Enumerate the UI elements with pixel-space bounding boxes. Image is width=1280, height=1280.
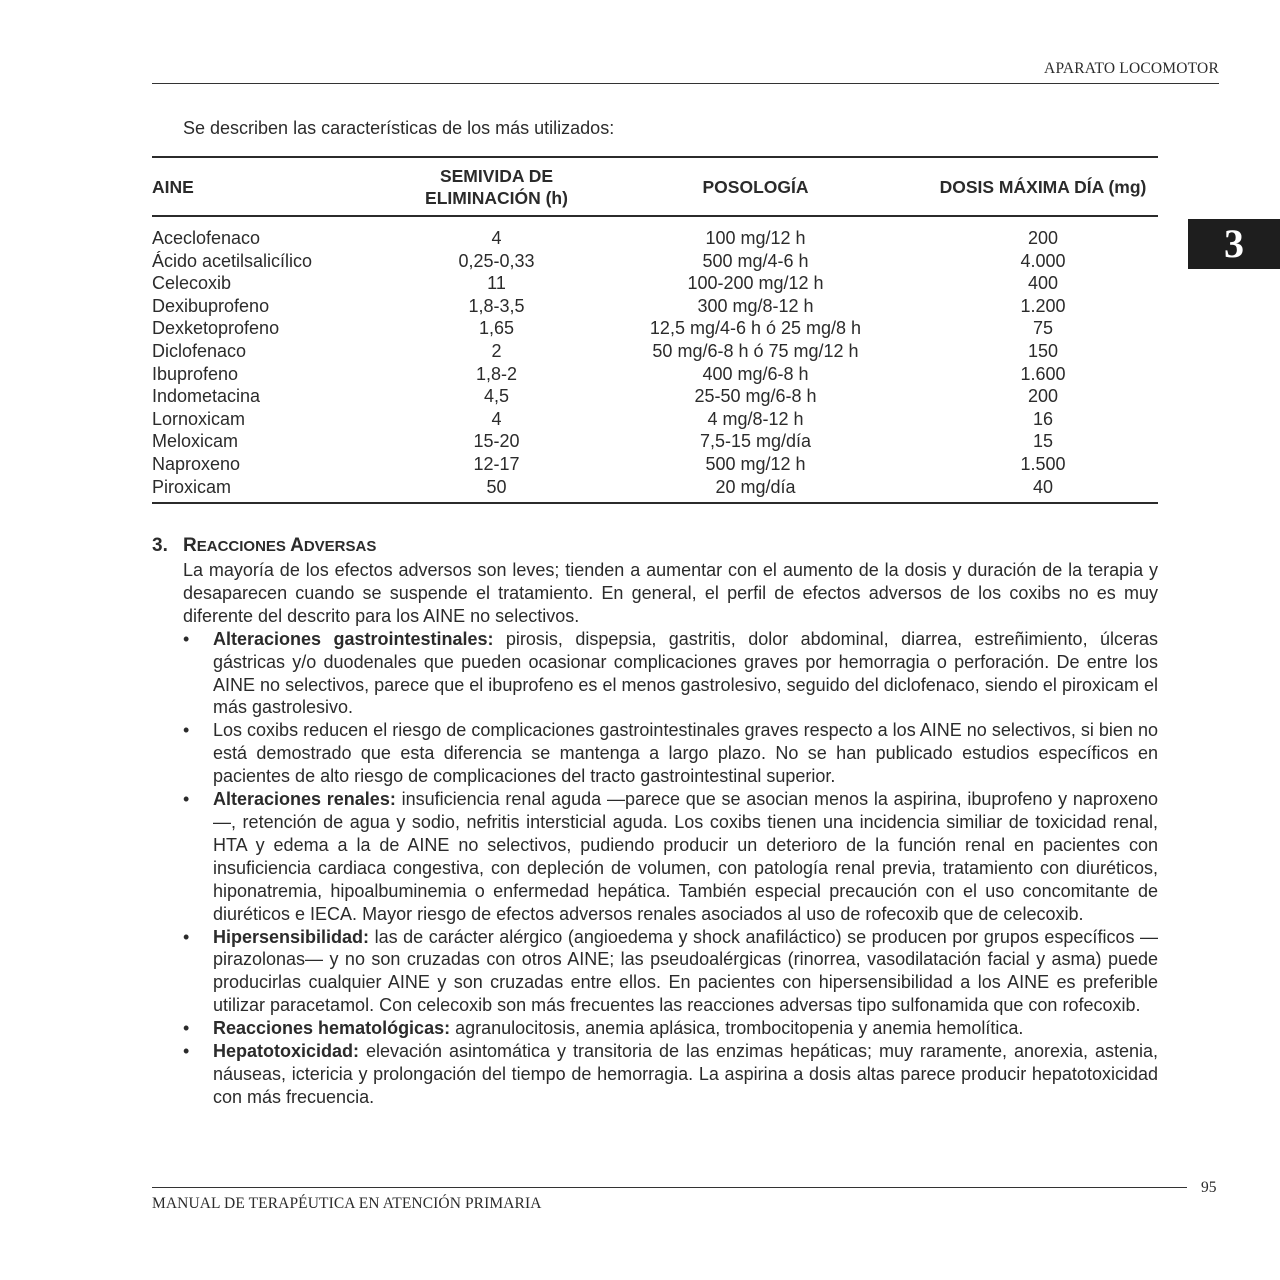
cell-half-life: 12-17	[473, 453, 520, 474]
cell-half-life: 1,8-3,5	[468, 295, 525, 316]
section-title-initial-r: R	[183, 535, 197, 556]
cell-drug-name: Dexketoprofeno	[152, 318, 280, 339]
cell-max-dose: 1.200	[1020, 295, 1066, 316]
adverse-effects-list	[183, 628, 1158, 1109]
list-item	[183, 926, 1158, 1018]
table-row	[152, 363, 1158, 386]
cell-max-dose: 1.500	[1020, 453, 1066, 474]
list-item	[183, 1040, 1158, 1109]
table-row	[152, 430, 1158, 453]
table-row	[152, 317, 1158, 340]
list-item	[183, 788, 1158, 925]
list-item-text: agranulocitosis, anemia aplásica, trombocitopenia y anemia hemolítica.	[450, 1018, 1024, 1039]
cell-max-dose: 15	[1032, 431, 1054, 452]
cell-max-dose: 40	[1032, 476, 1054, 497]
bullet-dot-icon: •	[183, 1041, 190, 1062]
header-aine: AINE	[152, 176, 194, 197]
section-title-initial-a: A	[290, 535, 304, 556]
list-item-text: elevación asintomática y transitoria de las enzimas hepáticas; muy raramente, anorexia, astenia, náuseas, ictericia y prolongación del tiempo de hemorragia. La aspirina a dosis altas parece producir hepatotoxicidad con más frecuencia.	[213, 1041, 1158, 1107]
cell-max-dose: 400	[1027, 273, 1059, 294]
cell-posology: 100 mg/12 h	[705, 228, 806, 248]
cell-half-life: 50	[486, 476, 507, 497]
cell-max-dose: 75	[1032, 318, 1054, 339]
section-title	[152, 535, 376, 557]
list-item-text: Los coxibs reducen el riesgo de complicaciones gastrointestinales graves respecto a los AINE no selectivos, si bien no está demostrado que esta diferencia se mantenga a largo plazo. No se han publicado estudios específicos en pacientes de alto riesgo de complicaciones del tracto gastrointestinal superior.	[213, 720, 1158, 787]
cell-posology: 500 mg/4-6 h	[702, 250, 809, 271]
table-intro: Se describen las características de los más utilizados:	[183, 118, 615, 138]
bullet-dot-icon: •	[183, 720, 190, 741]
header-rule	[152, 83, 1219, 84]
cell-half-life: 4,5	[483, 386, 510, 407]
page-number: 95	[1201, 1179, 1217, 1196]
cell-posology: 20 mg/día	[715, 476, 796, 497]
table-row	[152, 408, 1158, 431]
bullet-dot-icon: •	[183, 628, 190, 649]
cell-drug-name: Ácido acetilsalicílico	[152, 250, 313, 271]
list-item-text: las de carácter alérgico (angioedema y shock anafiláctico) se producen por grupos específicos —pirazolonas— y no son cruzadas con otros AINE; las pseudoalérgicas (rinorrea, vasodilatación facial y asma) puede producirlas cualquier AINE y son cruzadas entre ellos. En pacientes con hipersensibilidad a los AINE es preferible utilizar paracetamol. Con celecoxib son más frecuentes las reacciones adversas tipo sulfonamida que con rofecoxib.	[213, 926, 1158, 1016]
list-item-text: pirosis, dispepsia, gastritis, dolor abdominal, diarrea, estreñimiento, úlceras gástricas y/o duodenales que pueden ocasionar complicaciones graves por hemorragia o perforación. De entre los AINE no selectivos, parece que el ibuprofeno es el menos gastrolesivo, seguido del diclofenaco, siendo el piroxicam el más gastrolesivo.	[213, 628, 1158, 718]
table-header-row	[152, 157, 1158, 216]
cell-drug-name: Naproxeno	[152, 453, 241, 474]
cell-drug-name: Diclofenaco	[152, 340, 247, 361]
section-title-part1: EACCIONES	[196, 538, 291, 555]
cell-drug-name: Ibuprofeno	[152, 363, 239, 384]
cell-posology: 4 mg/8-12 h	[707, 408, 804, 429]
cell-drug-name: Lornoxicam	[152, 408, 246, 429]
cell-posology: 300 mg/8-12 h	[697, 295, 814, 316]
cell-posology: 7,5-15 mg/día	[699, 431, 812, 452]
table-row	[152, 272, 1158, 295]
cell-posology: 500 mg/12 h	[705, 453, 806, 474]
cell-half-life: 4	[491, 408, 502, 429]
cell-half-life: 4	[491, 228, 502, 248]
cell-max-dose: 16	[1032, 408, 1054, 429]
cell-half-life: 1,8-2	[475, 363, 518, 384]
cell-max-dose: 200	[1027, 386, 1059, 407]
section-title-part2: DVERSAS	[303, 538, 377, 555]
cell-half-life: 1,65	[478, 318, 515, 339]
section-body	[183, 559, 1158, 1109]
list-item	[183, 628, 1158, 720]
table-row	[152, 250, 1158, 273]
table-row	[152, 453, 1158, 476]
cell-half-life: 15-20	[473, 431, 520, 452]
cell-drug-name: Aceclofenaco	[152, 228, 261, 248]
cell-max-dose: 4.000	[1020, 250, 1066, 271]
table-row	[152, 295, 1158, 318]
list-item-label: Reacciones hematológicas:	[213, 1018, 451, 1039]
cell-posology: 25-50 mg/6-8 h	[694, 386, 817, 407]
footer-rule	[152, 1187, 1187, 1188]
section-number: 3.	[152, 535, 168, 556]
chapter-tab: 3	[1188, 219, 1280, 269]
header-half-life	[410, 157, 583, 216]
cell-drug-name: Celecoxib	[152, 273, 232, 294]
list-item-label: Alteraciones renales:	[213, 789, 396, 810]
list-item-label: Hepatotoxicidad:	[213, 1041, 360, 1062]
header-max-dose: DOSIS MÁXIMA DÍA (mg)	[939, 176, 1147, 197]
bullet-dot-icon: •	[183, 789, 190, 810]
cell-half-life: 11	[487, 273, 506, 294]
cell-max-dose: 150	[1027, 340, 1059, 361]
list-item	[183, 1017, 1158, 1040]
header-posology: POSOLOGÍA	[702, 176, 809, 197]
table-row	[152, 216, 1158, 250]
header-half-life-line2: ELIMINACIÓN (h)	[425, 187, 568, 208]
bullet-dot-icon: •	[183, 926, 190, 947]
table-row	[152, 385, 1158, 408]
header-half-life-line1: SEMIVIDA DE	[439, 165, 554, 186]
cell-posology: 12,5 mg/4-6 h ó 25 mg/8 h	[649, 318, 862, 339]
list-item	[183, 719, 1158, 788]
cell-drug-name: Dexibuprofeno	[152, 295, 270, 316]
table-row	[152, 340, 1158, 363]
cell-half-life: 0,25-0,33	[458, 250, 535, 271]
cell-posology: 100-200 mg/12 h	[687, 273, 824, 294]
section-intro-paragraph: La mayoría de los efectos adversos son leves; tienden a aumentar con el aumento de la dosis y duración de la terapia y desaparecen cuando se suspende el tratamiento. En general, el perfil de efectos adversos de los coxibs no es muy diferente del descrito para los AINE no selectivos.	[183, 560, 1158, 626]
cell-drug-name: Meloxicam	[152, 431, 239, 452]
bullet-dot-icon: •	[183, 1018, 190, 1039]
running-head: APARATO LOCOMOTOR	[1044, 60, 1219, 77]
aine-table	[152, 156, 1158, 504]
cell-posology: 50 mg/6-8 h ó 75 mg/12 h	[652, 340, 859, 361]
list-item-text: insuficiencia renal aguda —parece que se asocian menos la aspirina, ibuprofeno y naproxeno—, retención de agua y sodio, nefritis intersticial aguda. Los coxibs tienen una incidencia similiar de toxicidad renal, HTA y edema a la de AINE no selectivos, pudiendo producir un deterioro de la función renal en pacientes con insuficiencia cardiaca congestiva, con depleción de volumen, con patología renal previa, tratamiento con diuréticos, hiponatremia, hipoalbuminemia o enfermedad hepática. También especial precaución con el uso concomitante de diuréticos e IECA. Mayor riesgo de efectos adversos renales asociados al uso de rofecoxib que de celecoxib.	[213, 789, 1158, 924]
cell-half-life: 2	[491, 340, 502, 361]
cell-max-dose: 200	[1027, 228, 1059, 248]
cell-max-dose: 1.600	[1020, 363, 1066, 384]
cell-drug-name: Indometacina	[152, 386, 261, 407]
table-row	[152, 476, 1158, 504]
footer-title: MANUAL DE TERAPÉUTICA EN ATENCIÓN PRIMARIA	[152, 1195, 542, 1212]
list-item-label: Hipersensibilidad:	[213, 926, 370, 947]
list-item-label: Alteraciones gastrointestinales:	[213, 628, 494, 649]
cell-posology: 400 mg/6-8 h	[702, 363, 809, 384]
cell-drug-name: Piroxicam	[152, 476, 232, 497]
